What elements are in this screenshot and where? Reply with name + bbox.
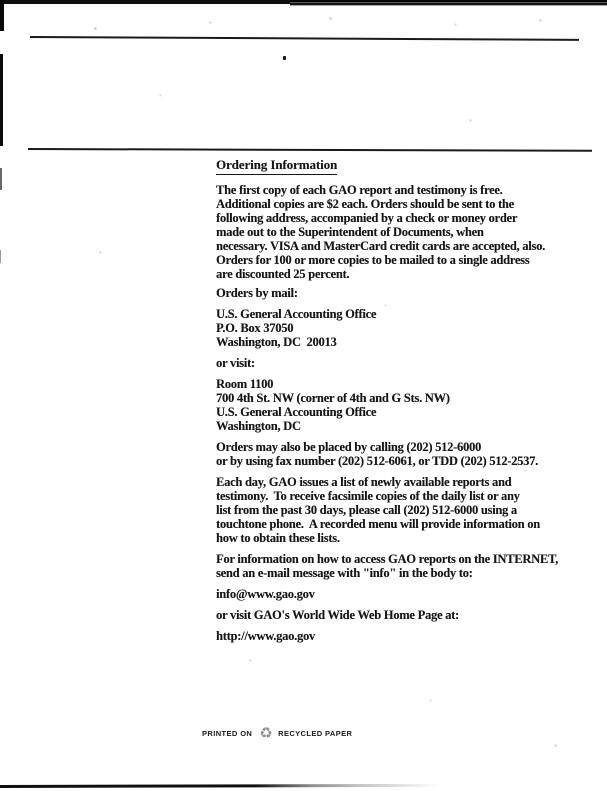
or-visit-label bbox=[216, 356, 596, 370]
recycled-paper-notice bbox=[202, 728, 352, 738]
printed-on-label: PRINTED ON bbox=[202, 728, 253, 738]
page-title: Ordering Information bbox=[216, 157, 337, 175]
text-line: Orders for 100 or more copies to be mailed to a single address bbox=[216, 253, 530, 267]
text-line: made out to the Superintendent of Documents, when bbox=[216, 225, 484, 239]
phone-orders-paragraph bbox=[216, 440, 596, 468]
text-line: Washington, DC 20013 bbox=[216, 335, 337, 349]
text-line: P.O. Box 37050 bbox=[216, 321, 294, 335]
scan-bottom-edge-line bbox=[0, 784, 440, 788]
scan-left-edge-mark bbox=[0, 0, 4, 31]
mail-address-block bbox=[216, 307, 596, 349]
scan-top-edge-streaks bbox=[290, 0, 607, 9]
text-line: Additional copies are $2 each. Orders should be sent to the bbox=[216, 197, 514, 211]
horizontal-rule-middle bbox=[28, 148, 592, 152]
ordering-information-section bbox=[216, 156, 596, 650]
text-line: For information on how to access GAO reports on the INTERNET, bbox=[216, 552, 559, 566]
horizontal-rule-top bbox=[30, 36, 579, 41]
scan-left-edge-mark bbox=[0, 168, 2, 190]
visit-address-block bbox=[216, 377, 596, 433]
intro-paragraph bbox=[216, 183, 596, 281]
daily-list-paragraph bbox=[216, 475, 596, 545]
internet-info-paragraph bbox=[216, 552, 596, 580]
text-line: U.S. General Accounting Office bbox=[216, 307, 377, 321]
web-url bbox=[216, 629, 596, 643]
text-line: list from the past 30 days, please call (202) 512-6000 using a bbox=[216, 503, 517, 517]
text-line: how to obtain these lists. bbox=[216, 531, 340, 545]
text-line: send an e-mail message with "info" in the body to: bbox=[216, 566, 473, 580]
text-line: or visit GAO's World Wide Web Home Page at: bbox=[216, 608, 459, 622]
text-line: necessary. VISA and MasterCard credit cards are accepted, also. bbox=[216, 239, 546, 253]
scan-left-edge-mark bbox=[0, 250, 1, 263]
text-line: following address, accompanied by a check or money order bbox=[216, 211, 518, 225]
text-line: or by using fax number (202) 512-6061, or TDD (202) 512-2537. bbox=[216, 454, 539, 468]
text-line: Room 1100 bbox=[216, 377, 274, 391]
text-line: or visit: bbox=[216, 356, 255, 370]
text-line: 700 4th St. NW (corner of 4th and G Sts. NW) bbox=[216, 391, 450, 405]
web-page-label bbox=[216, 608, 596, 622]
text-line: Orders may also be placed by calling (202) 512-6000 bbox=[216, 440, 482, 454]
text-line: U.S. General Accounting Office bbox=[216, 405, 377, 419]
ink-speck bbox=[283, 56, 286, 60]
email-address-text: info@www.gao.gov bbox=[216, 587, 315, 601]
text-line: testimony. To receive facsimile copies of the daily list or any bbox=[216, 489, 520, 503]
orders-by-mail-label bbox=[216, 286, 596, 300]
text-line: touchtone phone. A recorded menu will provide information on bbox=[216, 517, 540, 531]
recycled-paper-label: RECYCLED PAPER bbox=[278, 728, 353, 738]
scan-noise bbox=[0, 0, 1, 1]
text-line: Washington, DC bbox=[216, 419, 301, 433]
recycle-icon bbox=[259, 728, 273, 738]
text-line: Each day, GAO issues a list of newly available reports and bbox=[216, 475, 512, 489]
scan-left-edge-mark bbox=[0, 54, 3, 146]
web-url-text: http://www.gao.gov bbox=[216, 629, 315, 643]
email-address bbox=[216, 587, 596, 601]
text-line: The first copy of each GAO report and testimony is free. bbox=[216, 183, 503, 197]
text-line: Orders by mail: bbox=[216, 286, 298, 300]
text-line: are discounted 25 percent. bbox=[216, 267, 350, 281]
